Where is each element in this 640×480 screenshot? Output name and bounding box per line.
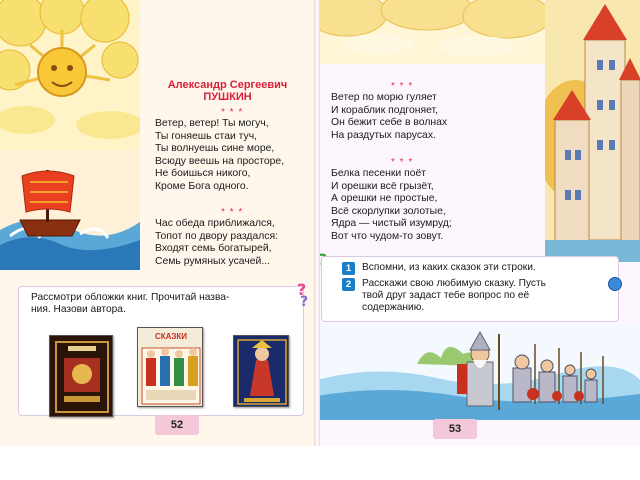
question-mark-icon: ? xyxy=(300,294,309,310)
poem-line: Ветер по морю гуляет xyxy=(331,92,437,103)
task-1-text: Вспомни, из каких сказок эти строки. xyxy=(362,262,536,273)
task-2-line: Расскажи свою любимую сказку. Пусть xyxy=(362,278,546,289)
poem-line: А орешки не простые, xyxy=(331,193,438,205)
ship-illustration xyxy=(0,150,140,270)
task-number-badge: 1 xyxy=(342,262,355,275)
sun-clouds-illustration xyxy=(0,0,140,150)
right-page xyxy=(317,0,640,446)
castle-illustration xyxy=(545,0,640,262)
task-2-line: содержанию. xyxy=(362,302,425,313)
book-cover-3 xyxy=(233,335,289,407)
poem-line: Входят семь богатырей, xyxy=(155,243,272,255)
poem-bogatyrs xyxy=(155,207,315,268)
task-text-line: Рассмотри обложки книг. Прочитай назва- xyxy=(31,292,230,303)
task-number-badge: 2 xyxy=(342,278,355,291)
poem-line: Всё скорлупки золотые, xyxy=(331,205,446,217)
stars-divider: * * * xyxy=(391,157,414,168)
poem-line: На раздутых парусах. xyxy=(331,129,436,141)
poem-line: Ветер, ветер! Ты могуч, xyxy=(155,118,269,129)
book-cover-1 xyxy=(49,335,113,417)
poem-line: Вот что чудом-то зовут. xyxy=(331,230,444,242)
poem-line: Ты гоняешь стаи туч, xyxy=(155,130,258,142)
book-cover-2-title: СКАЗКИ xyxy=(154,332,188,341)
poem-line: Ядра — чистый изумруд; xyxy=(331,218,452,230)
stars-divider: * * * xyxy=(221,107,244,118)
poem-line: Кроме Бога одного. xyxy=(155,180,249,192)
globe-icon xyxy=(608,277,622,291)
poem-line: Всюду веешь на просторе, xyxy=(155,155,285,167)
poem-line: Топот по двору раздался: xyxy=(155,230,279,242)
clouds-illustration xyxy=(317,0,557,64)
stars-divider: * * * xyxy=(221,207,244,218)
task-text xyxy=(31,292,301,316)
poem-line: Не боишься никого, xyxy=(155,168,251,180)
author-name xyxy=(140,80,315,103)
poem-line: Ты волнуешь сине море, xyxy=(155,143,275,155)
poem-squirrel xyxy=(331,157,521,244)
author-last-name: ПУШКИН xyxy=(203,90,252,103)
task-box-right xyxy=(321,256,619,322)
poem-line: И кораблик подгоняет, xyxy=(331,104,439,116)
left-page xyxy=(0,0,317,446)
poem-line: Семь румяных усачей... xyxy=(155,255,271,267)
task-text-line: ния. Назови автора. xyxy=(31,304,126,315)
question-mark-icon: ? xyxy=(297,280,307,299)
poem-line: Он бежит себе в волнах xyxy=(331,117,448,129)
poem-line: Час обеда приближался, xyxy=(155,218,275,229)
author-first-name: Александр Сергеевич xyxy=(167,79,288,91)
bottom-margin xyxy=(0,446,640,480)
book-gutter xyxy=(314,0,320,446)
bogatyrs-illustration xyxy=(317,324,640,420)
page-number-52: 52 xyxy=(155,415,199,435)
poem-line: Белка песенки поёт xyxy=(331,168,427,179)
page-number-53: 53 xyxy=(433,419,477,439)
poem-wind xyxy=(155,107,315,194)
task-book-covers xyxy=(18,286,304,416)
poem-line: И орешки всё грызёт, xyxy=(331,180,434,192)
task-2-text xyxy=(362,278,617,314)
poem-ship xyxy=(331,81,521,142)
task-2-line: твой друг задаст тебе вопрос по её xyxy=(362,290,530,301)
book-cover-2 xyxy=(137,327,203,407)
stars-divider: * * * xyxy=(391,81,414,92)
